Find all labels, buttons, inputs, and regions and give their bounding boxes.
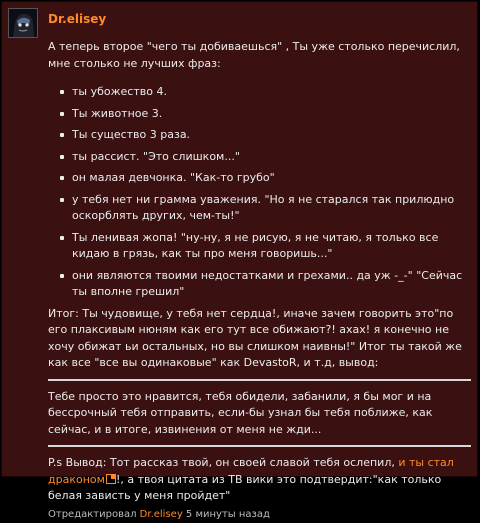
conclusion-text: Тебе просто это нравится, тебя обидели, забанили, я бы мог и на бессрочный тебя отправить, если-бы узнал бы тебя поближе, как сейчас, и в итоге, извинения от меня не жди... — [48, 389, 471, 439]
edit-note — [48, 507, 471, 523]
avatar-image — [9, 9, 37, 37]
avatar[interactable] — [8, 8, 38, 38]
summary-text: Итог: Ты чудовище, у тебя нет сердца!, иначе зачем говорить это"по его плаксивым нюням как его тут все обижают?! ахах! я конечно не хочу обижат ьи остальных, но вы слишком наивны!" Итог ты такой же как все "все вы одинаковые" как DevastoR, и т.д, вывод: — [48, 306, 471, 372]
list-item: у тебя нет ни грамма уважения. "Но я не старался так прилюдно оскорблять других, чем-ты!" — [60, 192, 471, 225]
dragon-link[interactable]: и ты стал драконом — [48, 456, 454, 486]
edit-author-link[interactable]: Dr.elisey — [140, 509, 183, 520]
divider-top — [48, 379, 471, 381]
intro-text: А теперь второе "чего ты добиваешься" , Ты уже столько перечислил, мне столько не лучших фраз: — [48, 39, 471, 72]
list-item: Ты животное 3. — [60, 106, 471, 123]
list-item: ты убожество 4. — [60, 84, 471, 101]
edit-prefix: Отредактировал — [48, 509, 140, 520]
divider-bottom — [48, 445, 471, 447]
ps-text — [48, 455, 471, 505]
ps-text-start: P.s Вывод: Тот рассказ твой, он своей славой тебя ослепил, — [48, 456, 398, 469]
list-item: он малая девчонка. "Как-то грубо" — [60, 170, 471, 187]
comment — [1, 1, 478, 477]
ps-text-end: !, а твоя цитата из ТВ вики это подтвердит:"как только белая зависть у меня пройдет" — [48, 473, 441, 503]
list-item: Ты существо 3 раза. — [60, 127, 471, 144]
list-item: Ты ленивая жопа! "ну-ну, я не рисую, я не читаю, я только все кидаю в грязь, как ты про меня говоришь..." — [60, 230, 471, 263]
edit-time: 5 минуты назад — [183, 509, 270, 520]
list-item: они являются твоими недостатками и грехами.. да уж -_-" "Сейчас ты вполне грешил" — [60, 268, 471, 301]
author-link[interactable]: Dr.elisey — [48, 12, 106, 26]
list-item: ты рассист. "Это слишком..." — [60, 149, 471, 166]
comment-body — [48, 39, 471, 523]
phrase-list — [48, 84, 471, 301]
